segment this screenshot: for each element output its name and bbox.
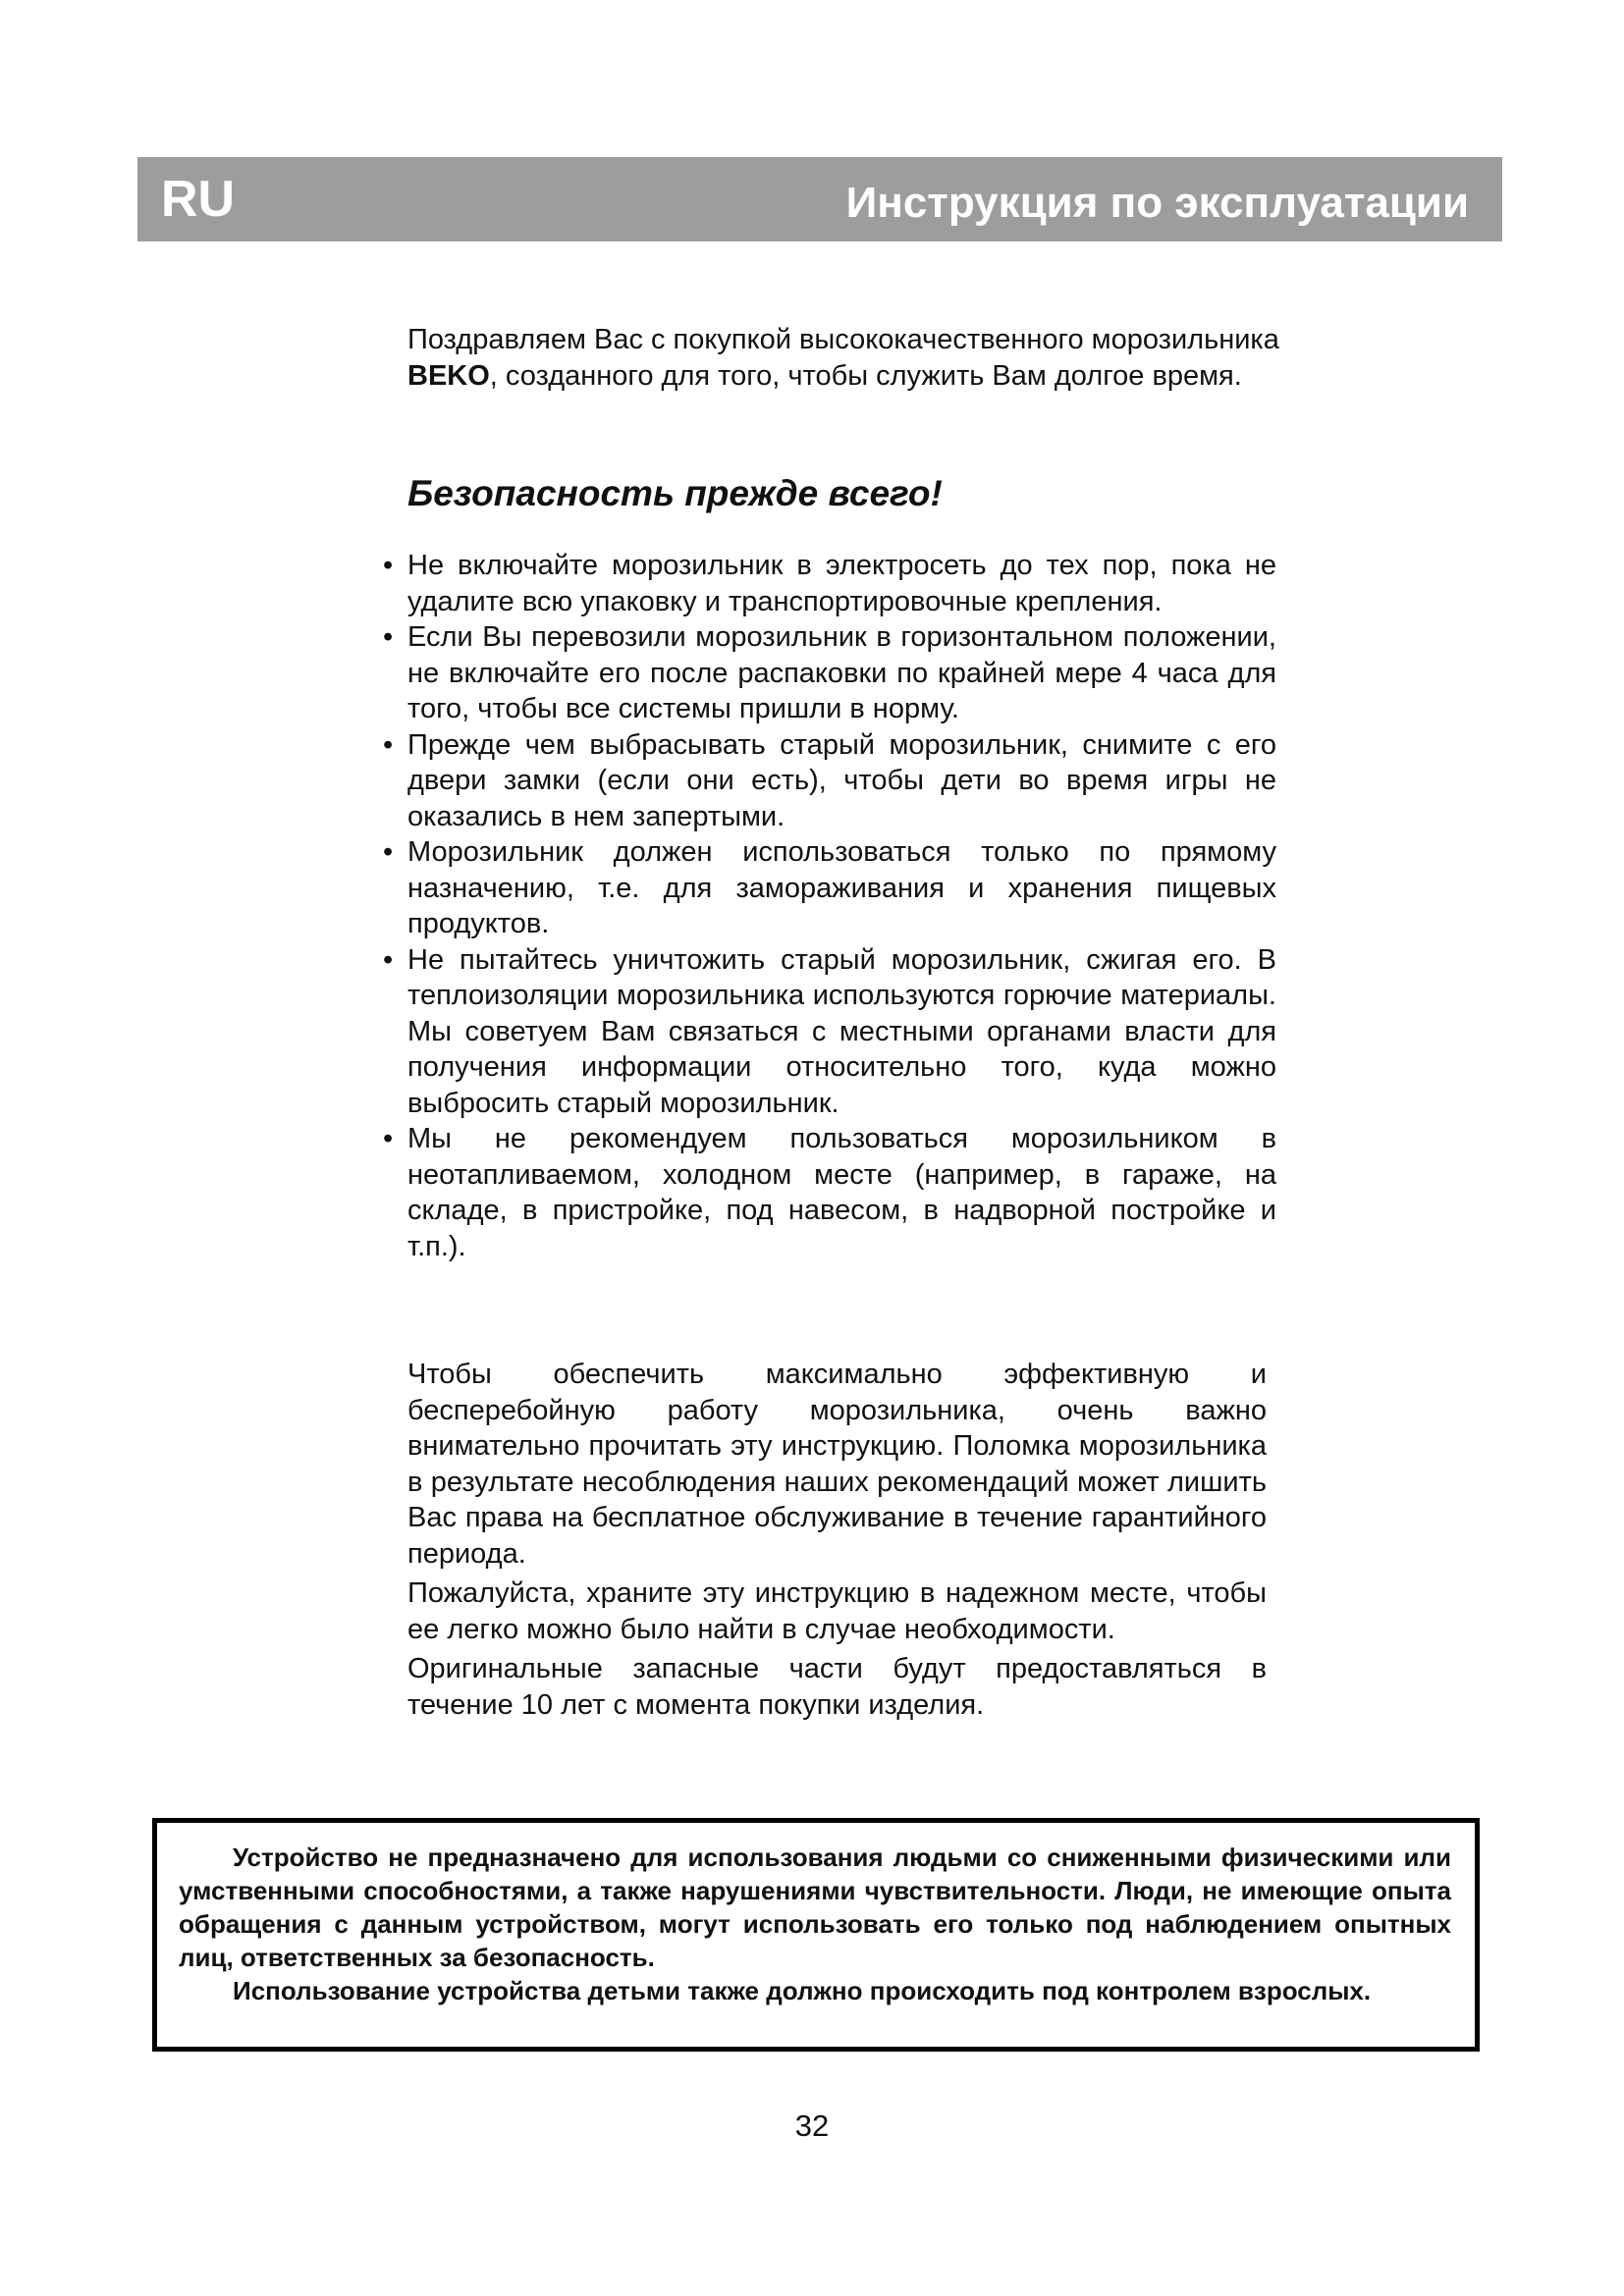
safety-item (383, 727, 1276, 835)
safety-item-text: Если Вы перевозили морозильник в горизонтальном положении, не включайте его после распаковки по крайней мере 4 часа для того, чтобы все системы пришли в норму. (407, 621, 1276, 724)
warning-paragraph-children: Использование устройства детьми также должно происходить под контролем взрослых. (233, 1976, 1372, 2005)
header-bar (137, 157, 1502, 241)
safety-item-text: Не пытайтесь уничтожить старый морозильник, сжигая его. В теплоизоляции морозильника используются горючие материалы. Мы советуем Вам связаться с местными органами власти для получения информации относительно того, куда можно выбросить старый морозильник. (407, 943, 1276, 1119)
safety-item (383, 834, 1276, 942)
document-title: Инструкция по эксплуатации (845, 179, 1469, 227)
safety-heading: Безопасность прежде всего! (407, 473, 943, 513)
bullet-icon: • (383, 550, 394, 581)
safety-item-text: Прежде чем выбрасывать старый морозильник, снимите с его двери замки (если они есть), чтобы дети во время игры не оказались в нем запертыми. (407, 728, 1276, 832)
bullet-icon: • (383, 1123, 394, 1154)
safety-item-text: Морозильник должен использоваться только по прямому назначению, т.е. для замораживания и хранения пищевых продуктов. (407, 836, 1276, 939)
warning-box (152, 1818, 1480, 2052)
bullet-icon: • (383, 836, 394, 868)
safety-item (383, 619, 1276, 727)
intro-paragraph (407, 322, 1291, 395)
page-number: 32 (794, 2109, 830, 2143)
closing-section (407, 1357, 1267, 1723)
safety-item-text: Мы не рекомендуем пользоваться морозильником в неотапливаемом, холодном месте (например, в гараже, на складе, в пристройке, под навесом, в надворной постройке и т.п.). (407, 1123, 1276, 1262)
bullet-icon: • (383, 943, 394, 976)
intro-text-start: Поздравляем Вас с покупкой высококачественного морозильника (407, 324, 1279, 355)
closing-paragraph-keep-manual: Пожалуйста, храните эту инструкцию в надежном месте, чтобы ее легко можно было найти в случае необходимости. (407, 1577, 1267, 1645)
safety-item-text: Не включайте морозильник в электросеть до тех пор, пока не удалите всю упаковку и транспортировочные крепления. (407, 550, 1276, 617)
safety-item (383, 942, 1276, 1122)
brand-name: BEKO (407, 360, 490, 392)
closing-paragraph-instructions: Чтобы обеспечить максимально эффективную и бесперебойную работу морозильника, очень важно внимательно прочитать эту инструкцию. Поломка морозильника в результате несоблюдения наших рекомендаций может лишить Вас права на бесплатное обслуживание в течение гарантийного периода. (407, 1359, 1267, 1570)
safety-list (383, 548, 1276, 1264)
bullet-icon: • (383, 728, 394, 761)
warning-paragraph-usage: Устройство не предназначено для использования людьми со сниженными физическими или умственными способностями, а также нарушениями чувствительности. Люди, не имеющие опыта обращения с данным устройством, могут использовать его только под наблюдением опытных лиц, ответственных за безопасность. (179, 1842, 1451, 1972)
intro-text-end: , созданного для того, чтобы служить Вам долгое время. (489, 360, 1242, 392)
safety-item (383, 1121, 1276, 1264)
closing-paragraph-spare-parts: Оригинальные запасные части будут предоставляться в течение 10 лет с момента покупки изделия. (407, 1653, 1267, 1721)
bullet-icon: • (383, 621, 394, 653)
safety-item (383, 548, 1276, 619)
language-code: RU (161, 171, 236, 228)
